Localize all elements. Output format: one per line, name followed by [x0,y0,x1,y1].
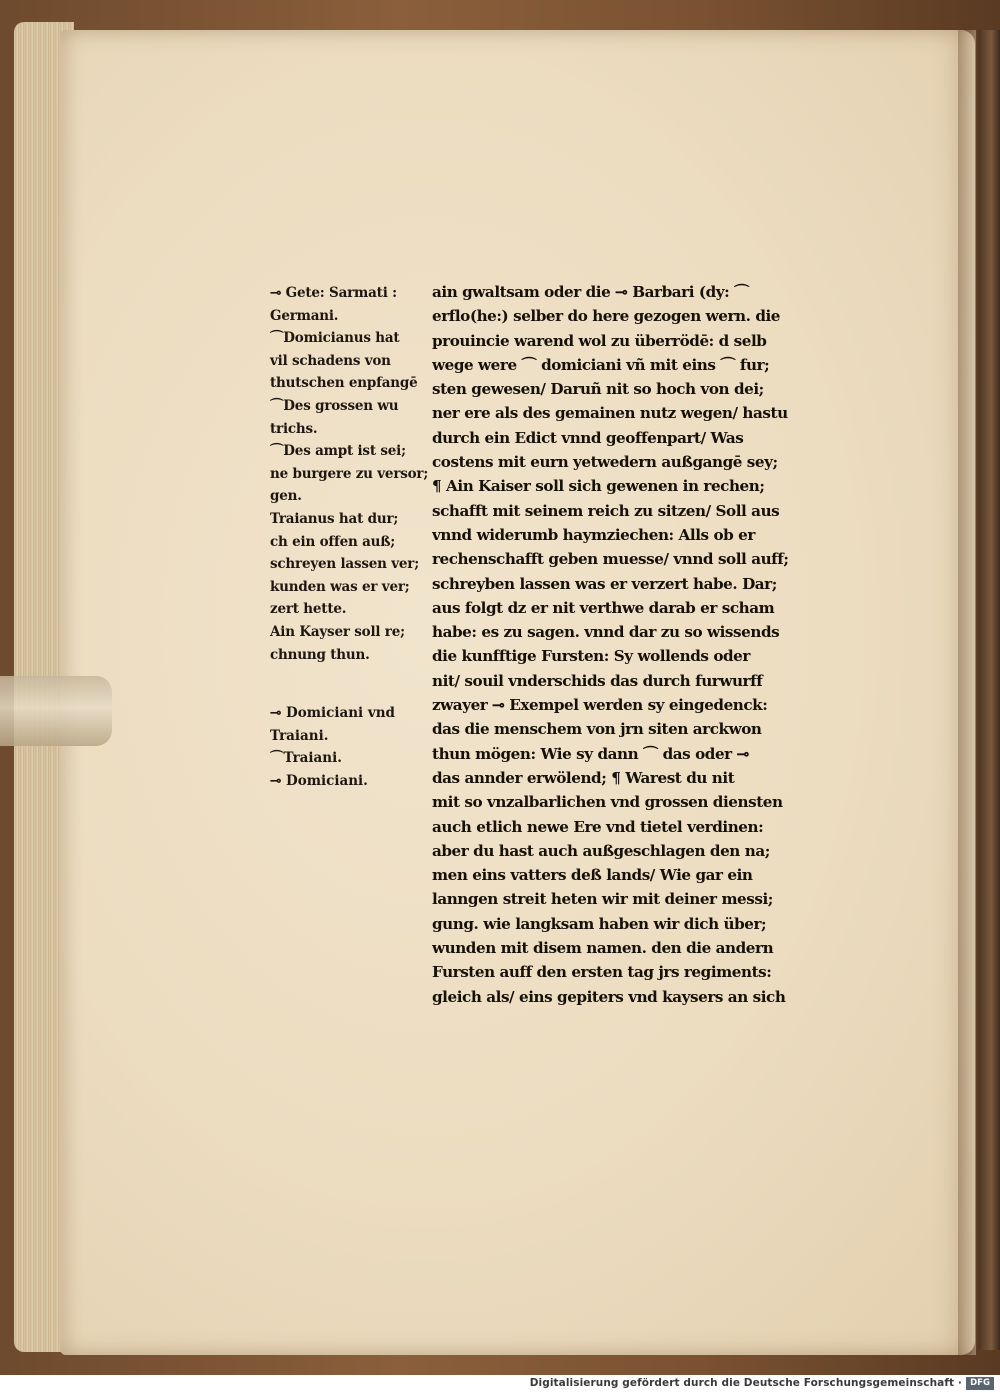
margin-note-line: Ain Kayser soll re; [270,623,405,640]
text-line: wunden mit disem namen. den die andern [432,939,774,958]
margin-note-line: thutschen enpfangē [270,375,418,392]
text-line: durch ein Edict vnnd geoffenpart/ Was [432,428,744,447]
text-line: thun mögen: Wie sy dann ⌒ das oder ⊸ [432,744,749,763]
text-line: sten gewesen/ Daruñ nit so hoch von dei; [432,380,764,399]
margin-note-line: ⊸ Gete: Sarmati : [270,285,397,301]
margin-note-line: ⌒Domicianus hat [270,330,400,347]
footer-credit: Digitalisierung gefördert durch die Deutsche Forschungsgemeinschaft · [529,1377,962,1389]
clasp-strap [0,676,112,746]
text-line: prouincie warend wol zu überrödē: d selb [432,331,767,350]
margin-note-line: chnung thun. [270,646,370,663]
margin-note-line: gen. [270,488,302,505]
text-line: ¶ Ain Kaiser soll sich gewenen in rechen; [432,477,765,496]
text-line: zwayer ⊸ Exempel werden sy eingedenck: [432,696,768,715]
text-line: auch etlich newe Ere vnd tietel verdinen: [432,817,764,836]
margin-note-line: ⊸ Domiciani. [270,772,368,789]
text-line: schafft mit seinem reich zu sitzen/ Soll aus [432,501,780,520]
text-line: gleich als/ eins gepiters vnd kaysers an sich [432,987,786,1006]
text-line: vnnd widerumb haymziechen: Alls ob er [432,525,755,544]
margin-notes-lower [270,702,430,792]
text-line: lanngen streit heten wir mit deiner messi; [432,890,773,909]
margin-note-line: kunden was er ver; [270,578,410,595]
margin-note-line: schreyen lassen ver; [270,556,419,573]
main-text-column [432,280,816,1009]
text-line: nit/ souil vnderschids das durch furwurff [432,671,763,690]
text-line: erflo(he:) selber do here gezogen wern. die [432,307,781,326]
text-line: gung. wie langksam haben wir dich über; [432,914,767,933]
margin-note-line: ⌒Des grossen wu [270,397,399,414]
text-line: habe: es zu sagen. vnnd dar zu so wissends [432,623,780,642]
text-line: wege were ⌒ domiciani vñ mit eins ⌒ fur; [432,355,770,374]
margin-note-line: ne burgere zu versor; [270,465,429,482]
text-line: das annder erwölend; ¶ Warest du nit [432,768,735,787]
text-line: aus folgt dz er nit verthwe darab er scham [432,598,775,617]
margin-note-line: ⊸ Domiciani vnd [270,705,395,721]
margin-note-line: vil schadens von [270,352,391,369]
text-line: die kunfftige Fursten: Sy wollends oder [432,647,750,666]
margin-note-line: zert hette. [270,601,347,618]
margin-note-line: Traianus hat dur; [270,510,399,527]
text-line: aber du hast auch außgeschlagen den na; [432,841,770,860]
margin-note-line: Traiani. [270,727,329,744]
margin-note-line: ⌒Traiani. [270,750,342,767]
margin-note-line: ch ein offen auß; [270,533,396,550]
margin-note-line: ⌒Des ampt ist sei; [270,443,406,460]
margin-note-line: trichs. [270,420,318,437]
page-gutter [958,30,976,1355]
text-line: rechenschafft geben muesse/ vnnd soll auff; [432,550,789,569]
text-line: ain gwaltsam oder die ⊸ Barbari (dy: ⌒ [432,283,749,301]
text-line: mit so vnzalbarlichen vnd grossen diensten [432,793,783,812]
text-line: das die menschem von jrn siten arckwon [432,720,762,739]
book-cover-edge [978,30,1000,1350]
text-line: costens mit eurn yetwedern außgangē sey; [432,453,778,472]
text-line: schreyben lassen was er verzert habe. Dar; [432,574,777,593]
dfg-logo: DFG [966,1377,994,1390]
text-line: ner ere als des gemainen nutz wegen/ hastu [432,404,788,423]
text-line: men eins vatters deß lands/ Wie gar ein [432,866,753,885]
margin-note-line: Germani. [270,307,339,324]
text-line: Fursten auff den ersten tag jrs regiments: [432,963,772,982]
margin-notes [270,282,430,666]
